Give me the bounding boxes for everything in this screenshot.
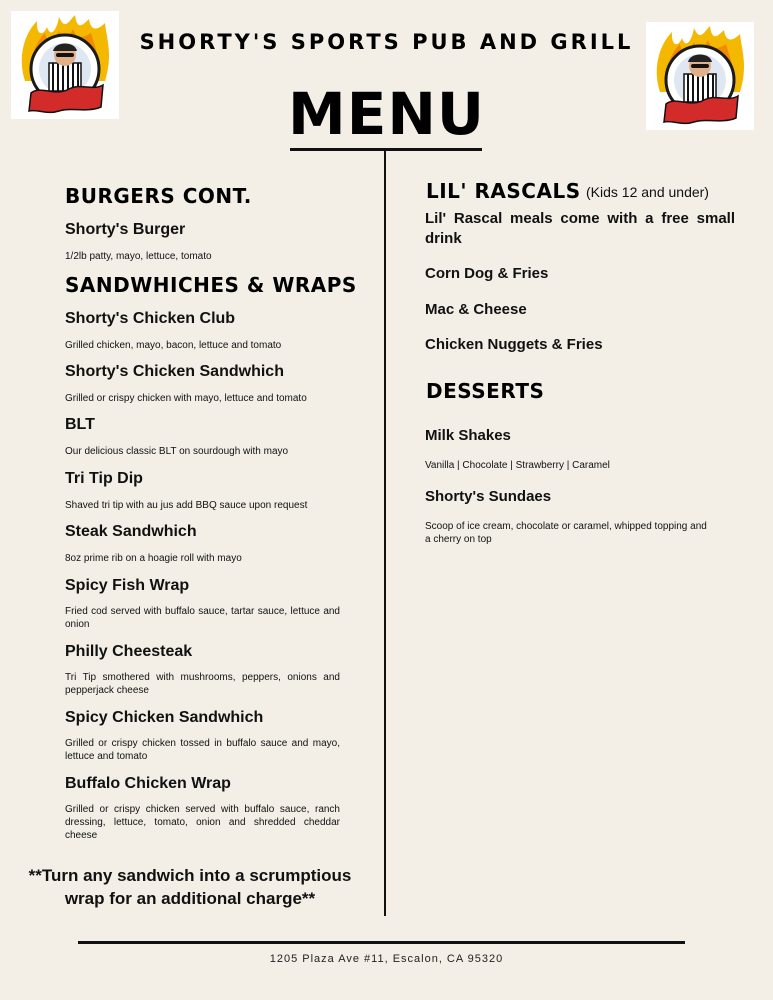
menu-item-desc: Vanilla | Chocolate | Strawberry | Caramel (425, 460, 610, 471)
section-heading-desserts: DESSERTS (426, 379, 545, 403)
menu-title: MENU (288, 80, 485, 148)
menu-item-name: Shorty's Sundaes (425, 488, 552, 505)
menu-item-desc: Grilled or crispy chicken tossed in buffalo sauce and mayo, lettuce and tomato (65, 738, 340, 762)
menu-item-desc: Shaved tri tip with au jus add BBQ sauce upon request (65, 500, 308, 511)
address: 1205 Plaza Ave #11, Escalon, CA 95320 (269, 953, 504, 965)
kids-age-note: (Kids 12 and under) (586, 184, 709, 200)
menu-item-name: Shorty's Chicken Club (65, 310, 236, 327)
footer-divider (78, 941, 685, 944)
menu-item-name: BLT (65, 416, 95, 433)
column-divider (384, 150, 386, 916)
menu-item-desc: 1/2lb patty, mayo, lettuce, tomato (65, 251, 212, 262)
menu-item-name: Corn Dog & Fries (425, 265, 549, 282)
restaurant-name: SHORTY'S SPORTS PUB AND GRILL (139, 30, 634, 54)
menu-item-desc: Grilled or crispy chicken served with buffalo sauce, ranch dressing, lettuce, tomato, onion and shredded cheddar cheese (65, 804, 340, 841)
section-heading-burgers: BURGERS CONT. (65, 184, 252, 208)
section-heading-sandwiches: SANDWHICHES & WRAPS (65, 273, 357, 297)
menu-item-desc: Tri Tip smothered with mushrooms, peppers, onions and pepperjack cheese (65, 672, 340, 696)
menu-item-desc: Grilled or crispy chicken with mayo, lettuce and tomato (65, 393, 307, 404)
title-divider (290, 148, 482, 151)
kids-intro: Lil' Rascal meals come with a free small drink (425, 210, 735, 247)
menu-item-name: Milk Shakes (425, 427, 511, 444)
menu-item-desc: Fried cod served with buffalo sauce, tartar sauce, lettuce and onion (65, 606, 340, 630)
menu-item-desc: Our delicious classic BLT on sourdough with mayo (65, 446, 289, 457)
menu-item-name: Mac & Cheese (425, 301, 527, 318)
menu-item-name: Steak Sandwhich (65, 523, 197, 540)
menu-item-desc: Grilled chicken, mayo, bacon, lettuce and tomato (65, 340, 282, 351)
wrap-note: **Turn any sandwich into a scrumptious wrap for an additional charge** (28, 866, 352, 908)
menu-item-name: Shorty's Chicken Sandwhich (65, 363, 284, 380)
menu-item-name: Shorty's Burger (65, 221, 186, 238)
menu-item-name: Spicy Fish Wrap (65, 577, 190, 594)
menu-item-name: Tri Tip Dip (65, 470, 143, 487)
menu-item-name: Philly Cheesteak (65, 643, 193, 660)
menu-item-desc: Scoop of ice cream, chocolate or caramel, whipped topping and a cherry on top (425, 521, 707, 545)
menu-item-name: Chicken Nuggets & Fries (425, 336, 603, 353)
menu-item-desc: 8oz prime rib on a hoagie roll with mayo (65, 553, 242, 564)
section-heading-kids: LIL' RASCALS (426, 179, 581, 203)
menu-item-name: Buffalo Chicken Wrap (65, 775, 231, 792)
menu-item-name: Spicy Chicken Sandwhich (65, 709, 264, 726)
